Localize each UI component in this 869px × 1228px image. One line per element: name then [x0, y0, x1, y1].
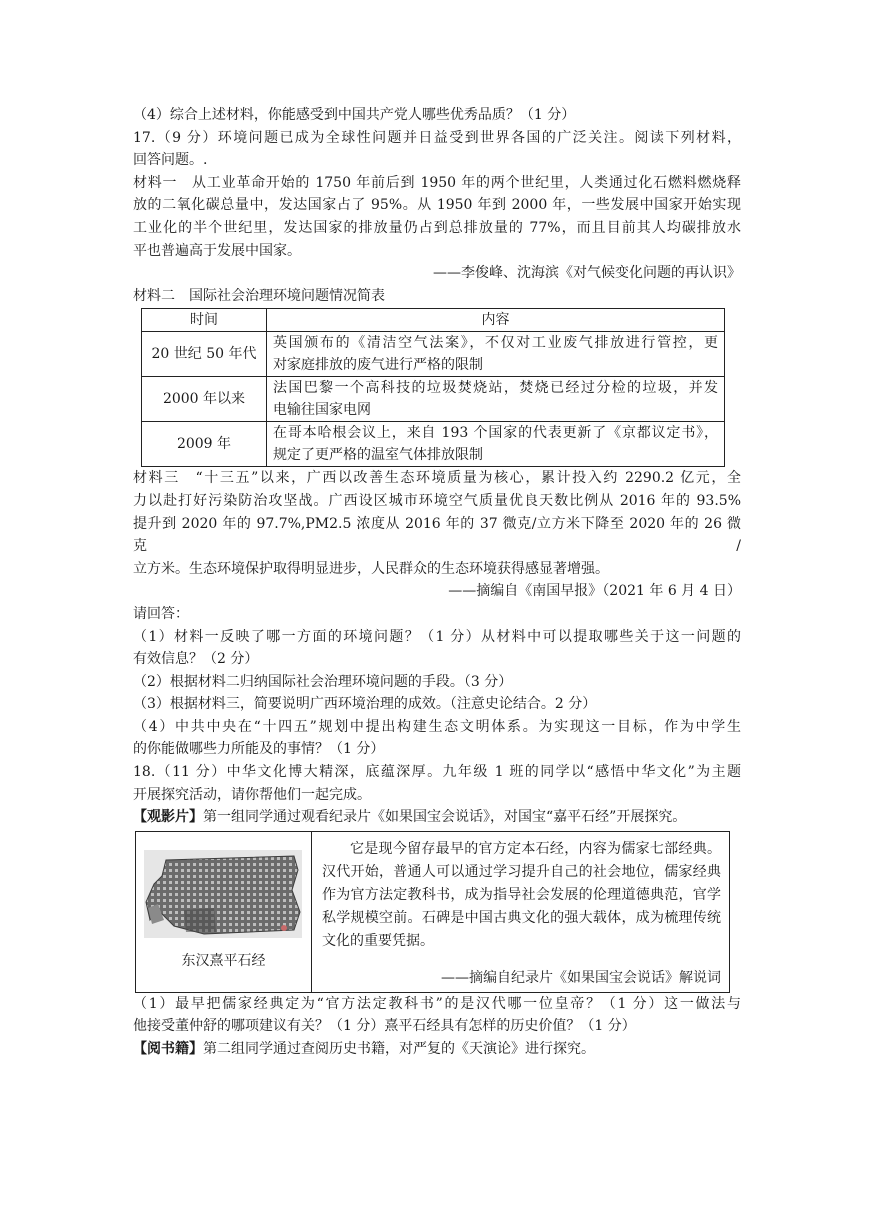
film-text: 第一组同学通过观看纪录片《如果国宝会说话》，对国宝“嘉平石经”开展探究。 [203, 809, 687, 826]
stone-tablet-image [144, 850, 302, 938]
q17-intro-line1: 17.（9 分）环境问题已成为全球性问题并日益受到世界各国的广泛关注。阅读下列材料， [133, 129, 741, 146]
film-tag: 【观影片】 [133, 809, 203, 826]
stone-description: 它是现今留存最早的官方定本石经，内容为儒家七部经典。汉代开始，普通人可以通过学习提升自己的社会地位，儒家经典作为官方法定教科书，成为指导社会发展的伦理道德典范，官学私学规模空前。石碑是中国古典文化的强大载体，成为梳理传统文化的重要凭据。 [322, 840, 721, 949]
book-text: 第二组同学通过查阅历史书籍，对严复的《天演论》进行探究。 [203, 1041, 595, 1058]
book-section [133, 1038, 741, 1061]
table-row [142, 377, 725, 422]
material2-title: 材料二 国际社会治理环境问题情况简表 [133, 287, 385, 304]
stone-image-cell [136, 831, 312, 992]
table-header-time: 时间 [142, 309, 267, 332]
material1-line2: 放的二氧化碳总量中，发达国家占了 95%。从 1950 年到 2000 年，一些发展中国家开始实现 [133, 197, 741, 214]
q17-part3: （3）根据材料三，简要说明广西环境治理的成效。（注意史论结合。2 分） [133, 696, 597, 713]
q17-intro-line2: 回答问题。. [133, 152, 208, 169]
material1-source: ——李俊峰、沈海滨《对气候变化问题的再认识》 [433, 265, 741, 282]
q17-part4-line1: （4）中共中央在“十四五”规划中提出构建生态文明体系。为实现这一目标，作为中学生 [133, 718, 741, 735]
film-section [133, 806, 741, 829]
stone-caption: 东汉熹平石经 [181, 952, 266, 969]
material1-line1: 材料一 从工业革命开始的 1750 年前后到 1950 年的两个世纪里，人类通过化石燃料燃烧释 [133, 174, 741, 191]
table-header-content: 内容 [267, 309, 725, 332]
table-cell-line: 规定了更严格的温室气体排放限制 [273, 447, 483, 464]
material3-line2: 力以赴打好污染防治攻坚战。广西设区城市环境空气质量优良天数比例从 2016 年的 93.5% [133, 492, 741, 509]
table-cell-line: 电输往国家电网 [273, 402, 371, 419]
material3-line4: 立方米。生态环境保护取得明显进步，人民群众的生态环境获得感显著增强。 [133, 560, 609, 577]
book-tag: 【阅书籍】 [133, 1041, 203, 1058]
table-cell-line: 法国巴黎一个高科技的垃圾焚烧站，焚烧已经过分检的垃圾，并发 [273, 380, 718, 397]
stone-source: ——摘编自纪录片《如果国宝会说话》解说词 [441, 969, 721, 986]
environment-table [141, 308, 725, 467]
material1-line4: 平也普遍高于发展中国家。 [133, 242, 301, 259]
table-cell-line: 对家庭排放的废气进行严格的限制 [273, 357, 483, 374]
stone-description-cell [312, 831, 730, 992]
table-cell-line: 在哥本哈根会议上，来自 193 个国家的代表更新了《京都议定书》， [273, 425, 718, 442]
exam-content [133, 104, 741, 1061]
please-answer: 请回答： [133, 605, 189, 622]
table-cell-line: 英国颁布的《清洁空气法案》，不仅对工业废气排放进行管控，更 [273, 335, 718, 352]
table-cell-content [267, 377, 725, 422]
table-cell-time: 2000 年以来 [142, 377, 267, 422]
material1-line3: 工业化的半个世纪里，发达国家的排放量仍占到总排放量的 77%，而且目前其人均碳排放水 [133, 219, 741, 236]
material3-line3: 提升到 2020 年的 97.7%,PM2.5 浓度从 2016 年的 37 微克/立方米下降至 2020 年的 26 微克/ [133, 515, 741, 555]
table-row [142, 332, 725, 377]
q17-part2: （2）根据材料二归纳国际社会治理环境问题的手段。（3 分） [133, 673, 513, 690]
table-header-row [142, 309, 725, 332]
q18-part1-line2: 他接受董仲舒的哪项建议有关？（1 分）熹平石经具有怎样的历史价值？（1 分） [133, 1018, 636, 1035]
q18-part1-line1: （1）最早把儒家经典定为“官方法定教科书”的是汉代哪一位皇帝？（1 分）这一做法与 [133, 995, 741, 1012]
table-cell-time: 2009 年 [142, 422, 267, 467]
q18-intro-line2: 开展探究活动，请你帮他们一起完成。 [133, 786, 371, 803]
table-cell-time: 20 世纪 50 年代 [142, 332, 267, 377]
q17-part1-line2: 有效信息？（2 分） [133, 651, 259, 668]
material3-line1: 材料三 “十三五”以来，广西以改善生态环境质量为核心，累计投入约 2290.2 亿元，全 [133, 470, 741, 487]
stone-box [135, 831, 730, 993]
q17-part1-line1: （1）材料一反映了哪一方面的环境问题？（1 分）从材料中可以提取哪些关于这一问题的 [133, 628, 741, 645]
q16-part4: （4）综合上述材料，你能感受到中国共产党人哪些优秀品质？（1 分） [133, 107, 576, 123]
table-cell-content [267, 422, 725, 467]
table-cell-content [267, 332, 725, 377]
material3-source: ——摘编自《南国早报》（2021 年 6 月 4 日） [448, 583, 741, 600]
table-row [142, 422, 725, 467]
q17-part4-line2: 的你能做哪些力所能及的事情？（1 分） [133, 741, 385, 758]
q18-intro-line1: 18.（11 分）中华文化博大精深，底蕴深厚。九年级 1 班的同学以“感悟中华文化”为主题 [133, 764, 741, 781]
